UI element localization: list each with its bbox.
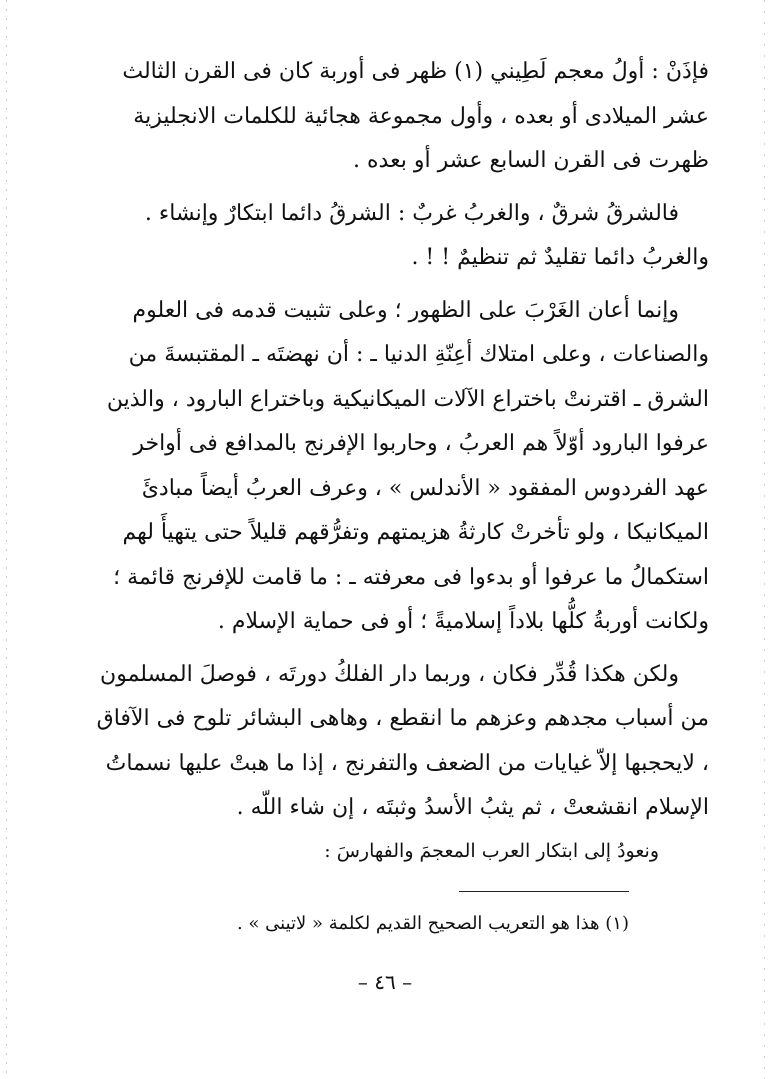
- paragraph-destiny: ولكن هكذا قُدِّر فكان ، وربما دار الفلكُ دورتَه ، فوصلَ المسلمون من أسباب مجدهم وعزهم ما انقطع ، وهاهى البشائر تلوح فى الآفاق ، لايحجبها إلاّ غيايات من الضعف والتفرنج ، إذا ما هبتْ عليها نسماتُ الإسلام انقشعتْ ، ثم يثبُ الأسدُ وثبتَه ، إن شاء اللّه .: [96, 661, 709, 820]
- closing-line: ونعودُ إلى ابتكار العرب المعجمَ والفهارسَ :: [324, 840, 659, 862]
- paragraph-west-rise: وإنما أعان الغَرْبَ على الظهور ؛ وعلى تثبيت قدمه فى العلوم والصناعات ، وعلى امتلاك أعِنّةِ الدنيا ـ : أن نهضتَه ـ المقتبسةَ من الشرق ـ اقترنتْ باختراع الآلات الميكانيكية وباختراع البارود ، والذين عرفوا البارود أوّلاً هم العربُ ، وحاربوا الإفرنج بالمدافع فى أواخر عهد الفردوس المفقود « الأندلس » ، وعرف العربُ أيضاً مبادئَ الميكانيكا ، ولو تأخرتْ كارثةُ هزيمتهم وتفرُّقهم قليلاً حتى يتهيأَ لهم استكمالُ ما عرفوا أو بدءوا فى معرفته ـ : ما قامت للإفرنج قائمة ؛ ولكانت أوربةُ كلُّها بلاداً إسلاميةً ؛ أو فى حماية الإسلام .: [106, 297, 709, 634]
- footnote: (١) هذا هو التعريب الصحيح القديم لكلمة « لاتينى » .: [236, 913, 629, 934]
- scan-edge-left: [6, 0, 7, 1079]
- body-text: [92, 50, 709, 831]
- footnote-divider: [459, 891, 629, 892]
- paragraph-east-west: فالشرقُ شرقٌ ، والغربُ غربٌ : الشرقُ دائما ابتكارٌ وإنشاء . والغربُ دائما تقليدٌ ثم تنظيمٌ ! ! .: [144, 200, 709, 270]
- paragraph-first-dictionary: فإذَنْ : أولُ معجم لَطِيني (١) ظهر فى أوربة كان فى القرن الثالث عشر الميلادى أو بعده ، وأول مجموعة هجائية للكلمات الانجليزية ظهرت فى القرن السابع عشر أو بعده .: [122, 59, 709, 173]
- page-number: – ٤٦ –: [357, 970, 413, 994]
- scan-edge-right: [764, 0, 765, 1079]
